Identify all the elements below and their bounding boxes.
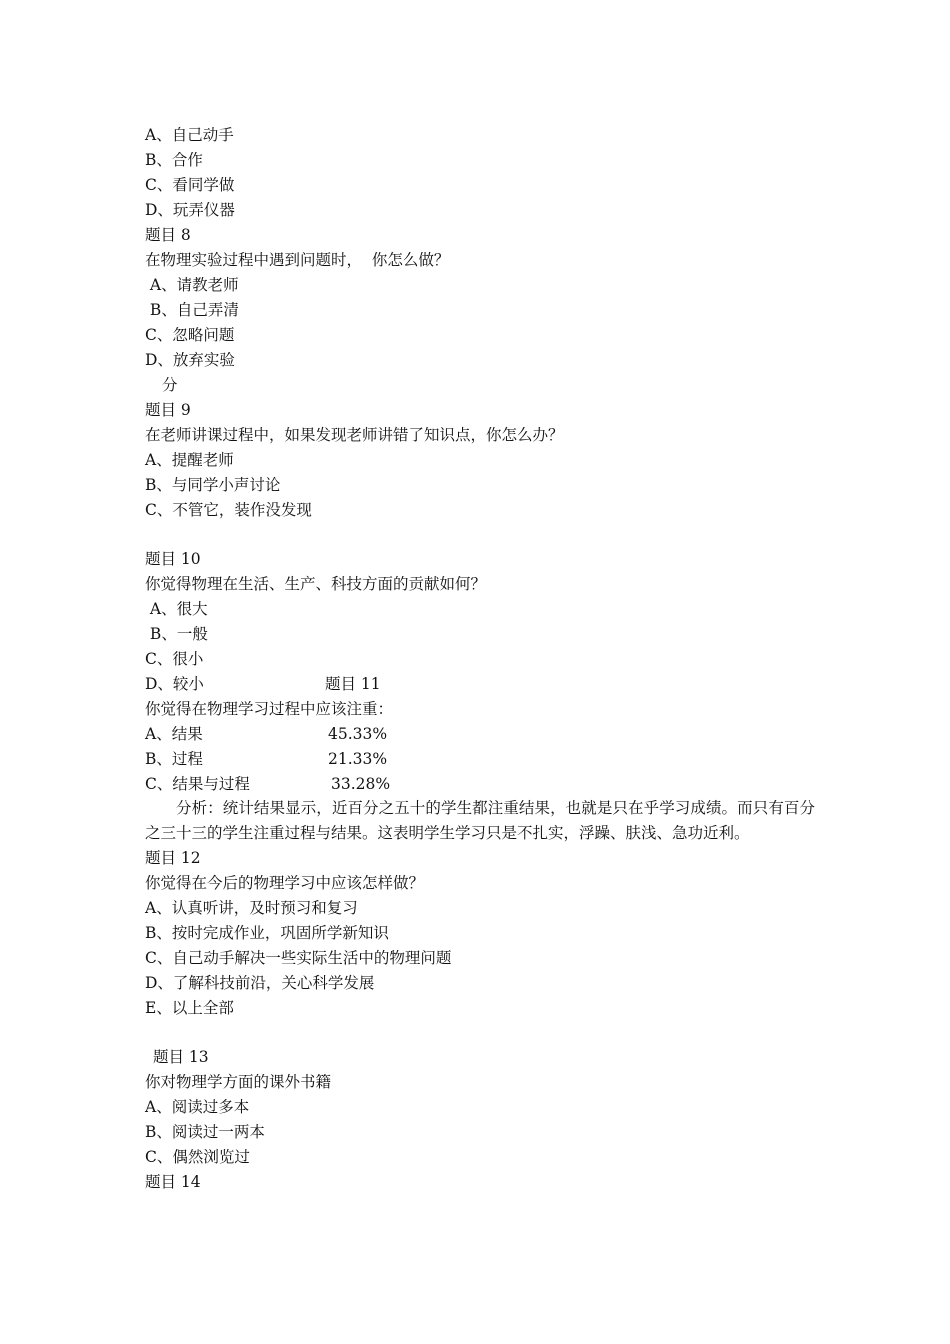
q9-question: 在老师讲课过程中，如果发现老师讲错了知识点，你怎么办？ bbox=[145, 426, 564, 444]
q12-option-c: C、自己动手解决一些实际生活中的物理问题 bbox=[145, 949, 452, 967]
q11-option-a-label: A、结果 bbox=[145, 725, 203, 743]
q11-analysis-paragraph: 分析：统计结果显示，近百分之五十的学生都注重结果，也就是只在乎学习成绩。而只有百分之三十三的学生注重过程与结果。这表明学生学习只是不扎实，浮躁、肤浅、急功近利。 bbox=[145, 799, 815, 842]
q12-question: 你觉得在今后的物理学习中应该怎样做？ bbox=[145, 874, 425, 892]
q10-title: 题目 10 bbox=[145, 550, 201, 568]
q13-option-b: B、阅读过一两本 bbox=[145, 1123, 265, 1141]
q9-option-b: B、与同学小声讨论 bbox=[145, 476, 281, 494]
q13-title: 题目 13 bbox=[153, 1048, 209, 1066]
q9-option-a: A、提醒老师 bbox=[145, 451, 234, 469]
q12-option-e: E、以上全部 bbox=[145, 999, 234, 1017]
q13-question: 你对物理学方面的课外书籍 bbox=[145, 1073, 332, 1091]
q7-option-b: B、合作 bbox=[145, 151, 203, 169]
q12-option-b: B、按时完成作业，巩固所学新知识 bbox=[145, 924, 389, 942]
q10-option-c: C、很小 bbox=[145, 650, 204, 668]
q11-option-c-label: C、结果与过程 bbox=[145, 775, 250, 793]
q9-option-c: C、不管它，装作没发现 bbox=[145, 501, 312, 519]
q8-title: 题目 8 bbox=[145, 226, 191, 244]
q12-title: 题目 12 bbox=[145, 849, 201, 867]
q8-option-d: D、放弃实验 bbox=[145, 351, 235, 369]
q11-option-b-percent: 21.33% bbox=[328, 750, 388, 768]
q11-option-c-percent: 33.28% bbox=[331, 775, 391, 793]
q11-option-b-label: B、过程 bbox=[145, 750, 203, 768]
q8-question: 在物理实验过程中遇到问题时， 你怎么做？ bbox=[145, 251, 450, 269]
q8-option-b: B、自己弄清 bbox=[145, 301, 239, 319]
q10-option-b: B、一般 bbox=[145, 625, 208, 643]
q13-option-a: A、阅读过多本 bbox=[145, 1098, 250, 1116]
q12-option-d: D、了解科技前沿，关心科学发展 bbox=[145, 974, 375, 992]
q14-title: 题目 14 bbox=[145, 1173, 201, 1191]
q9-title: 题目 9 bbox=[145, 401, 191, 419]
q11-question: 你觉得在物理学习过程中应该注重： bbox=[145, 700, 394, 718]
q8-option-a: A、请教老师 bbox=[145, 276, 239, 294]
q10-option-d: D、较小 bbox=[145, 675, 204, 693]
q7-option-d: D、玩弄仪器 bbox=[145, 201, 235, 219]
q8-stray-score: 分 bbox=[162, 376, 178, 394]
q10-option-a: A、很大 bbox=[145, 600, 208, 618]
q10-question: 你觉得物理在生活、生产、科技方面的贡献如何？ bbox=[145, 575, 487, 593]
q11-option-a-percent: 45.33% bbox=[328, 725, 388, 743]
q12-option-a: A、认真听讲，及时预习和复习 bbox=[145, 899, 358, 917]
q7-option-c: C、看同学做 bbox=[145, 176, 235, 194]
q13-option-c: C、偶然浏览过 bbox=[145, 1148, 250, 1166]
q8-option-c: C、忽略问题 bbox=[145, 326, 235, 344]
q7-option-a: A、自己动手 bbox=[145, 126, 234, 144]
q11-title: 题目 11 bbox=[325, 675, 381, 693]
